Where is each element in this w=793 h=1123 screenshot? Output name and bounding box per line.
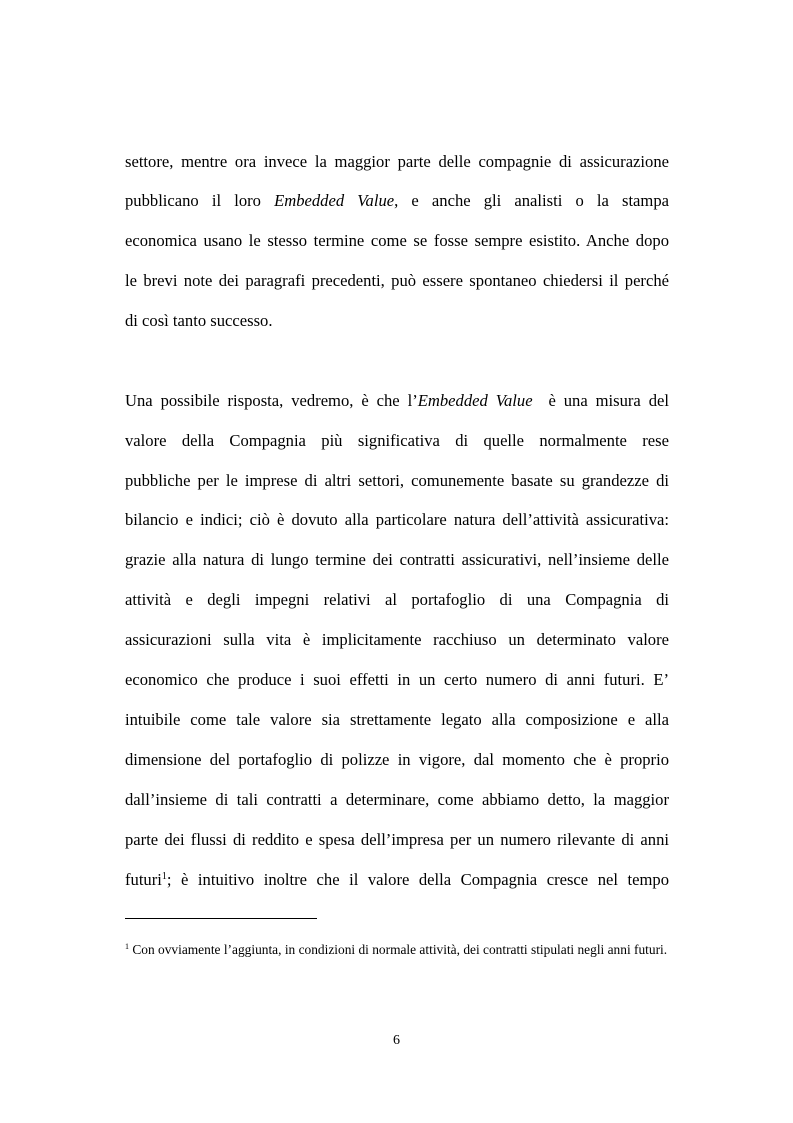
paragraph-2-line-8: economico che produce i suoi effetti in un certo numero di anni futuri. E’: [125, 670, 669, 689]
paragraph-2-line-6: attività e degli impegni relativi al portafoglio di una Compagnia di: [125, 590, 669, 609]
embedded-value-term: Embedded Value: [274, 191, 395, 210]
paragraph-2-line-7: assicurazioni sulla vita è implicitamente racchiuso un determinato valore: [125, 630, 669, 649]
paragraph-1-line-1: settore, mentre ora invece la maggior parte delle compagnie di assicurazione: [125, 152, 669, 171]
paragraph-2-line-9: intuibile come tale valore sia strettamente legato alla composizione e alla: [125, 710, 669, 729]
footnote-divider: [125, 918, 317, 919]
paragraph-2-line-5: grazie alla natura di lungo termine dei contratti assicurativi, nell’insieme delle: [125, 550, 669, 569]
body-text: [125, 0, 669, 900]
footnote-text: Con ovviamente l’aggiunta, in condizioni di normale attività, dei contratti stipulati negli anni futuri.: [129, 942, 668, 957]
paragraph-2-line-13: futuri$^1$; è intuitivo inoltre che il valore della Compagnia cresce nel tempo: [125, 870, 669, 889]
paragraph-2-line-1: Una possibile risposta, vedremo, è che l’Embedded Value è una misura del: [125, 391, 669, 410]
paragraph-2-line-11: dall’insieme di tali contratti a determinare, come abbiamo detto, la maggior: [125, 790, 669, 809]
page-number: 6: [393, 1033, 400, 1048]
footnote-marker: 1: [125, 942, 129, 951]
paragraph-2-line-3: pubbliche per le imprese di altri settori, comunemente basate su grandezze di: [125, 471, 669, 490]
paragraph-2-line-4: bilancio e indici; ciò è dovuto alla particolare natura dell’attività assicurativa:: [125, 510, 669, 529]
footnote: [125, 941, 685, 959]
paragraph-2-line-10: dimensione del portafoglio di polizze in vigore, dal momento che è proprio: [125, 750, 669, 769]
paragraph-1-line-5: di così tanto successo.: [125, 311, 273, 330]
paragraph-1-line-2: pubblicano il loro Embedded Value, e anche gli analisti o la stampa: [125, 191, 669, 210]
paragraph-1-line-4: le brevi note dei paragrafi precedenti, può essere spontaneo chiedersi il perché: [125, 271, 669, 290]
paragraph-2-line-12: parte dei flussi di reddito e spesa dell’impresa per un numero rilevante di anni: [125, 830, 669, 849]
paragraph-2-line-2: valore della Compagnia più significativa di quelle normalmente rese: [125, 431, 669, 450]
paragraph-1-line-3: economica usano le stesso termine come se fosse sempre esistito. Anche dopo: [125, 231, 669, 250]
footnote-reference[interactable]: 1: [161, 871, 167, 882]
embedded-value-term: Embedded Value: [417, 391, 533, 410]
